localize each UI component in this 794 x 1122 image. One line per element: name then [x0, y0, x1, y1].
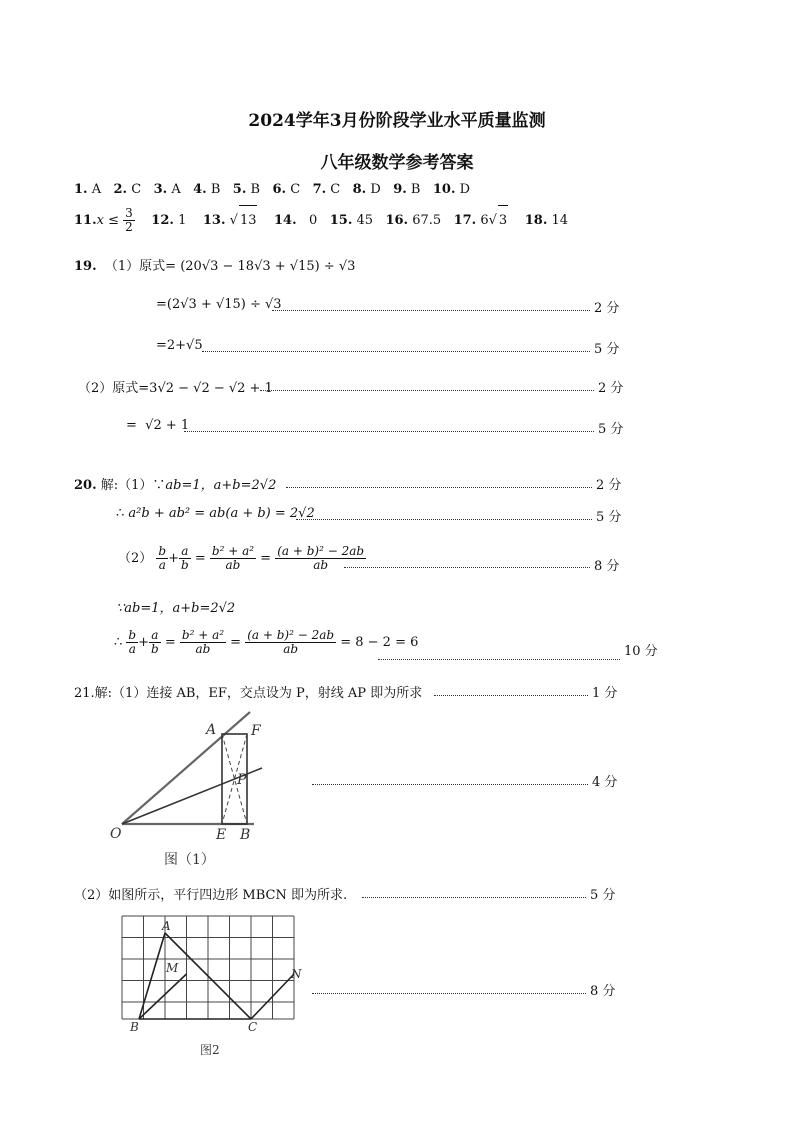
label-m: M [166, 961, 179, 975]
ray-oa [122, 712, 250, 824]
mc-answers [74, 182, 470, 197]
mc-item: 8. D [352, 182, 381, 197]
mc-item: 5. B [232, 182, 261, 197]
score: 2 分 [598, 381, 624, 396]
score: 8 分 [590, 984, 616, 999]
q19-line5: = √2 + 1 [126, 418, 190, 433]
label-b: B [240, 827, 251, 843]
mc-item: 9. B [393, 182, 421, 197]
score: 5 分 [594, 342, 620, 357]
page-title: 2024学年3月份阶段学业水平质量监测 [248, 111, 546, 131]
mc-item: 1. A [74, 182, 102, 197]
score: 5 分 [598, 422, 624, 437]
q19-line2: =(2√3 + √15) ÷ √3 [156, 297, 282, 312]
figure-2 [118, 912, 302, 1062]
mc-item: 4. B [193, 182, 221, 197]
q19-line3: =2+√5 [156, 338, 203, 353]
score: 8 分 [594, 559, 620, 574]
q19-part1: 19. （1）原式= (20√3 − 18√3 + √15) ÷ √3 [74, 259, 356, 274]
score: 5 分 [596, 510, 622, 525]
label-e: E [216, 827, 227, 843]
q20-part1: 20. 解:（1）∵ab=1，a+b=2√2 [74, 478, 277, 493]
mc-item: 2. C [113, 182, 142, 197]
figure-1 [108, 706, 278, 872]
q21-part1: 21.解:（1）连接 AB，EF，交点设为 P，射线 AP 即为所求 [74, 686, 423, 701]
score: 2 分 [594, 301, 620, 316]
mc-item: 6. C [272, 182, 301, 197]
mc-item: 7. C [312, 182, 341, 197]
q20-line2: ∴ a²b + ab² = ab(a + b) = 2√2 [116, 506, 315, 521]
figure-1-caption: 图（1） [164, 852, 215, 868]
score: 5 分 [590, 888, 616, 903]
q20-part2: （2） $\frac{b}{a}$ + $\frac{a}{b}$ = $\frac{\text{b² + a²}}{ab}$ = $\frac{\text{(a + b)² − 2ab}}{ab}$ [118, 544, 365, 572]
label-c: C [248, 1020, 258, 1034]
score: 1 分 [592, 686, 618, 701]
label-o: O [110, 826, 122, 842]
q19-part2: （2）原式=3√2 − √2 − √2 + 1 [78, 381, 273, 396]
label-n: N [291, 967, 302, 981]
score: 4 分 [592, 775, 618, 790]
score: 2 分 [596, 478, 622, 493]
q21-part2: （2）如图所示，平行四边形 MBCN 即为所求. [74, 888, 348, 903]
mc-item: 10. D [432, 182, 471, 197]
mc-item: 3. A [153, 182, 181, 197]
figure-2-caption: 图2 [200, 1043, 220, 1057]
label-a: A [162, 919, 171, 933]
parallelogram-mbcn [139, 933, 294, 1019]
label-p: P [237, 772, 247, 788]
q20-line5: ∴ $\frac{b}{a}$ + $\frac{a}{b}$ = $\frac{\text{b² + a²}}{ab}$ = $\frac{\text{(a + b)² − 2ab}}{ab}$ = 8 − 2 = 6 [114, 628, 419, 656]
grid [122, 916, 294, 1019]
label-f: F [251, 723, 261, 739]
score: 10 分 [624, 644, 658, 659]
label-a: A [206, 722, 217, 738]
fill-answers: 11.x ≤ $\frac{3}{2}$ 12. 1 13. √ 13 14. 0 15. 45 16. 67.5 17. 6√ 3 18. 14 [74, 205, 568, 236]
q20-cond2: ∵ab=1，a+b=2√2 [116, 601, 236, 616]
label-b: B [130, 1020, 139, 1034]
page-subtitle: 八年级数学参考答案 [320, 153, 474, 173]
